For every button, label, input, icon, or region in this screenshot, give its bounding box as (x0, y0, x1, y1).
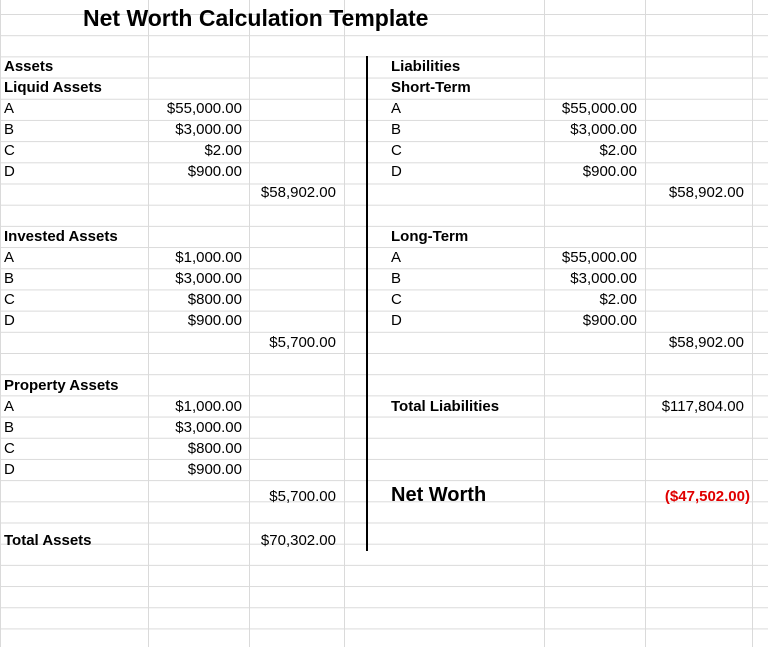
column-gridline (148, 0, 149, 647)
long-term-row-label[interactable]: D (391, 312, 402, 329)
liquid-row-label[interactable]: D (4, 163, 15, 180)
short-term-row-label[interactable]: B (391, 121, 402, 138)
invested-assets-subtotal[interactable]: $5,700.00 (269, 334, 336, 351)
short-term-row-value[interactable]: $55,000.00 (561, 100, 637, 117)
liquid-row-value[interactable]: $55,000.00 (166, 100, 242, 117)
total-liabilities-label[interactable]: Total Liabilities (391, 398, 500, 415)
property-row-label[interactable]: D (4, 461, 15, 478)
property-row-label[interactable]: A (4, 398, 15, 415)
short-term-row-value[interactable]: $3,000.00 (570, 121, 637, 138)
invested-row-label[interactable]: B (4, 270, 15, 287)
short-term-row-label[interactable]: C (391, 142, 402, 159)
property-row-value[interactable]: $800.00 (187, 440, 242, 457)
invested-row-value[interactable]: $900.00 (187, 312, 242, 329)
long-term-row-label[interactable]: B (391, 270, 402, 287)
liabilities-heading[interactable]: Liabilities (391, 58, 461, 75)
column-gridline (752, 0, 753, 647)
short-term-subtotal[interactable]: $58,902.00 (668, 184, 744, 201)
invested-row-value[interactable]: $800.00 (187, 291, 242, 308)
long-term-row-label[interactable]: C (391, 291, 402, 308)
long-term-heading[interactable]: Long-Term (391, 228, 469, 245)
short-term-row-label[interactable]: A (391, 100, 402, 117)
short-term-row-value[interactable]: $2.00 (599, 142, 637, 159)
long-term-row-label[interactable]: A (391, 249, 402, 266)
liquid-row-value[interactable]: $900.00 (187, 163, 242, 180)
long-term-row-value[interactable]: $3,000.00 (570, 270, 637, 287)
property-row-label[interactable]: B (4, 419, 15, 436)
invested-row-label[interactable]: C (4, 291, 15, 308)
liquid-row-label[interactable]: A (4, 100, 15, 117)
long-term-subtotal[interactable]: $58,902.00 (668, 334, 744, 351)
net-worth-label[interactable]: Net Worth (391, 484, 487, 506)
short-term-row-value[interactable]: $900.00 (582, 163, 637, 180)
long-term-row-value[interactable]: $900.00 (582, 312, 637, 329)
property-row-value[interactable]: $3,000.00 (175, 419, 242, 436)
liquid-row-value[interactable]: $2.00 (204, 142, 242, 159)
property-assets-subtotal[interactable]: $5,700.00 (269, 488, 336, 505)
net-worth-value[interactable]: ($47,502.00) (664, 488, 750, 505)
invested-row-label[interactable]: D (4, 312, 15, 329)
liquid-row-label[interactable]: B (4, 121, 15, 138)
property-row-value[interactable]: $1,000.00 (175, 398, 242, 415)
sheet-title: Net Worth Calculation Template (83, 5, 429, 31)
property-assets-heading[interactable]: Property Assets (4, 377, 119, 394)
total-assets-label[interactable]: Total Assets (4, 532, 92, 549)
assets-heading[interactable]: Assets (4, 58, 54, 75)
column-gridline (645, 0, 646, 647)
liquid-assets-subtotal[interactable]: $58,902.00 (260, 184, 336, 201)
invested-row-value[interactable]: $3,000.00 (175, 270, 242, 287)
short-term-row-label[interactable]: D (391, 163, 402, 180)
liquid-row-value[interactable]: $3,000.00 (175, 121, 242, 138)
invested-row-value[interactable]: $1,000.00 (175, 249, 242, 266)
column-gridline (0, 0, 1, 647)
invested-row-label[interactable]: A (4, 249, 15, 266)
column-gridline (344, 0, 345, 647)
short-term-heading[interactable]: Short-Term (391, 79, 471, 96)
long-term-row-value[interactable]: $2.00 (599, 291, 637, 308)
section-divider (366, 56, 368, 551)
liquid-row-label[interactable]: C (4, 142, 15, 159)
total-assets-value[interactable]: $70,302.00 (260, 532, 336, 549)
property-row-value[interactable]: $900.00 (187, 461, 242, 478)
invested-assets-heading[interactable]: Invested Assets (4, 228, 118, 245)
property-row-label[interactable]: C (4, 440, 15, 457)
liquid-assets-heading[interactable]: Liquid Assets (4, 79, 102, 96)
total-liabilities-value[interactable]: $117,804.00 (661, 398, 744, 415)
long-term-row-value[interactable]: $55,000.00 (561, 249, 637, 266)
